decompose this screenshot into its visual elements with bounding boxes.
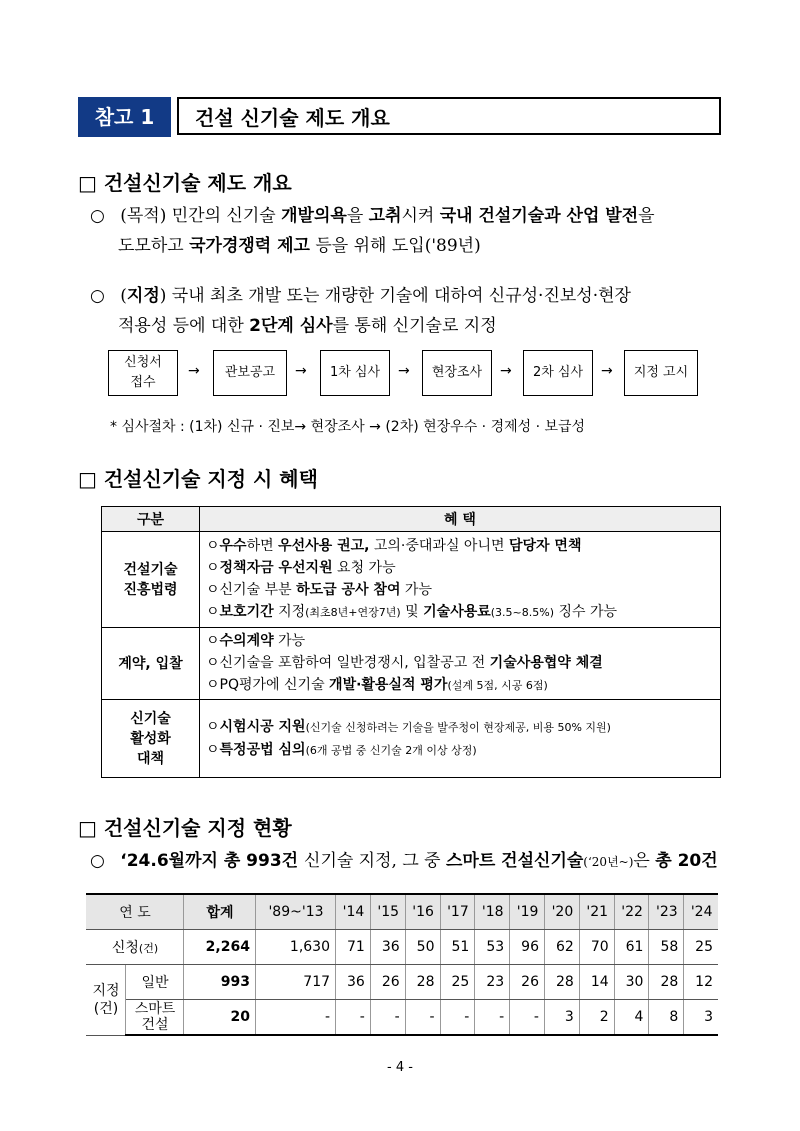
flow-step-first-review: 1차 심사 <box>320 350 390 396</box>
text: 및 <box>400 604 424 620</box>
text: 를 통해 신기술로 지정 <box>332 316 497 336</box>
cell: - <box>405 1000 440 1036</box>
cell: 25 <box>440 965 475 1000</box>
text: 지정 <box>273 604 306 620</box>
cell: 717 <box>255 965 335 1000</box>
section-status-title: □ 건설신기술 지정 현황 <box>78 816 292 840</box>
small-text: (6개 공법 중 신기술 2개 이상 상정) <box>305 743 477 757</box>
bullet: ○ <box>90 851 105 871</box>
table-row-general <box>86 965 718 1000</box>
cell: 23 <box>475 965 510 1000</box>
header-cell: '19 <box>510 894 545 930</box>
text: 요청 가능 <box>332 560 396 576</box>
text: 시켜 <box>401 206 440 226</box>
bold-text: 2단계 심사 <box>249 316 333 336</box>
cell: - <box>475 1000 510 1036</box>
header-cell: '89~'13 <box>255 894 335 930</box>
bold-text: ‘24.6월까지 총 993건 <box>120 851 305 871</box>
cell: - <box>336 1000 371 1036</box>
bold-text: 고취 <box>368 206 402 226</box>
cell: 53 <box>475 930 510 965</box>
text: 징수 가능 <box>554 604 618 620</box>
table-row-apply <box>86 930 718 965</box>
flow-step-designation-notice: 지정 고시 <box>624 350 698 396</box>
status-summary <box>90 846 750 877</box>
cell: - <box>510 1000 545 1036</box>
bullet: ㅇ <box>206 582 220 598</box>
benefit-cell <box>200 532 721 628</box>
flow-step-site-inspection: 현장조사 <box>422 350 492 396</box>
flow-step-gazette: 관보공고 <box>213 350 287 396</box>
cell: 71 <box>336 930 371 965</box>
text: ( <box>120 286 127 306</box>
header-category: 구분 <box>102 507 200 532</box>
row-label: 일반 <box>126 965 184 1000</box>
text: 을 <box>346 206 369 226</box>
unit-text: (건) <box>138 942 159 955</box>
cell: 3 <box>684 1000 718 1036</box>
page-title: 건설 신기술 제도 개요 <box>177 97 721 135</box>
cell: 51 <box>440 930 475 965</box>
text: 도모하고 <box>118 236 190 256</box>
cell: - <box>370 1000 405 1036</box>
cell: 70 <box>579 930 614 965</box>
text: 신기술 부분 <box>219 582 297 598</box>
bold-text: 개발·활용실적 평가 <box>329 677 448 693</box>
label-text: 신청 <box>111 940 139 956</box>
cell: 50 <box>405 930 440 965</box>
header-year: 연 도 <box>86 894 184 930</box>
cell: 8 <box>649 1000 684 1036</box>
category-cell: 건설기술 진흥법령 <box>102 532 200 628</box>
cell: 96 <box>510 930 545 965</box>
category-cell: 신기술 활성화 대책 <box>102 700 200 778</box>
header-cell: '21 <box>579 894 614 930</box>
flow-step-apply: 신청서 접수 <box>108 350 178 396</box>
header-total: 합계 <box>184 894 256 930</box>
flow-arrow: → <box>500 363 512 379</box>
cell: 4 <box>614 1000 649 1036</box>
small-text: (신기술 신청하려는 기술을 발주청이 현장제공, 비용 50% 지원) <box>305 720 611 734</box>
table-header-row <box>86 894 718 930</box>
cell: 28 <box>405 965 440 1000</box>
header-cell: '16 <box>405 894 440 930</box>
bold-text: 정책자금 우선지원 <box>219 560 333 576</box>
bold-text: 우선사용 권고, <box>278 538 370 554</box>
cell: 12 <box>684 965 718 1000</box>
row-label: 스마트 건설 <box>126 1000 184 1036</box>
cell: 20 <box>184 1000 256 1036</box>
bold-text: 스마트 건설신기술 <box>446 851 584 871</box>
bullet: ㅇ <box>206 655 220 671</box>
status-table <box>86 893 718 1036</box>
section-benefits-title: □ 건설신기술 지정 시 혜택 <box>78 467 318 491</box>
row-group-label: 지정(건) <box>86 965 126 1036</box>
text: 하면 <box>246 538 279 554</box>
category-cell: 계약, 입찰 <box>102 628 200 700</box>
bold-text: 국가경쟁력 제고 <box>189 236 310 256</box>
header-cell: '24 <box>684 894 718 930</box>
purpose-paragraph <box>90 201 730 261</box>
bold-text: 개발의욕 <box>281 206 347 226</box>
table-row <box>102 628 721 700</box>
bold-text: 하도급 공사 참여 <box>296 582 401 598</box>
header-benefit: 혜 택 <box>200 507 721 532</box>
cell: - <box>255 1000 335 1036</box>
flow-step-second-review: 2차 심사 <box>523 350 593 396</box>
header-cell: '14 <box>336 894 371 930</box>
text: (목적) 민간의 신기술 <box>120 206 282 226</box>
header-cell: '23 <box>649 894 684 930</box>
text: ) 국내 최초 개발 또는 개량한 기술에 대하여 신규성·진보성·현장 <box>159 286 631 306</box>
bullet: ○ <box>90 286 105 306</box>
benefit-cell <box>200 628 721 700</box>
text: 고의·중대과실 아니면 <box>369 538 509 554</box>
row-label <box>86 930 184 965</box>
benefit-cell <box>200 700 721 778</box>
cell: 28 <box>649 965 684 1000</box>
bold-text: 국내 건설기술과 산업 발전 <box>439 206 639 226</box>
text: 적용성 등에 대한 <box>118 316 250 336</box>
cell: 61 <box>614 930 649 965</box>
text: 신기술 지정, 그 중 <box>304 851 446 871</box>
bullet: ㅇ <box>206 718 220 735</box>
bold-text: 보호기간 <box>219 604 274 620</box>
cell: 14 <box>579 965 614 1000</box>
bullet: ㅇ <box>206 538 220 554</box>
bold-text: 우수 <box>219 538 247 554</box>
cell: 28 <box>544 965 579 1000</box>
text: 가능 <box>400 582 432 598</box>
cell: 26 <box>510 965 545 1000</box>
cell: 36 <box>370 930 405 965</box>
section-overview-title: □ 건설신기술 제도 개요 <box>78 171 292 195</box>
cell: - <box>440 1000 475 1036</box>
cell: 58 <box>649 930 684 965</box>
bold-text: 총 20건 <box>655 851 718 871</box>
small-text: (‘20년~) <box>583 855 634 869</box>
bold-text: 담당자 면책 <box>508 538 582 554</box>
review-procedure-note: * 심사절차 : (1차) 신규 · 진보→ 현장조사 → (2차) 현장우수 · 경제성 · 보급성 <box>110 419 586 435</box>
cell: 2,264 <box>184 930 256 965</box>
cell: 2 <box>579 1000 614 1036</box>
bold-text: 기술사용료 <box>423 604 491 620</box>
text: 신기술을 포함하여 일반경쟁시, 입찰공고 전 <box>219 655 490 671</box>
small-text: (설계 5점, 시공 6점) <box>447 679 548 692</box>
bold-text: 수의계약 <box>219 633 274 649</box>
bold-text: 지정 <box>126 286 160 306</box>
header-cell: '15 <box>370 894 405 930</box>
cell: 25 <box>684 930 718 965</box>
flow-arrow: → <box>295 363 307 379</box>
cell: 36 <box>336 965 371 1000</box>
small-text: (최초8년+연장7년) <box>305 606 401 619</box>
cell: 3 <box>544 1000 579 1036</box>
bullet: ㅇ <box>206 560 220 576</box>
flow-arrow: → <box>188 363 200 379</box>
header-cell: '17 <box>440 894 475 930</box>
bold-text: 시험시공 지원 <box>219 718 306 735</box>
flow-arrow: → <box>398 363 410 379</box>
text: PQ평가에 신기술 <box>219 677 330 693</box>
cell: 1,630 <box>255 930 335 965</box>
bold-text: 특정공법 심의 <box>219 741 306 758</box>
benefits-table <box>101 506 721 778</box>
bullet: ○ <box>90 206 105 226</box>
table-row-smart <box>86 1000 718 1036</box>
cell: 993 <box>184 965 256 1000</box>
bullet: ㅇ <box>206 604 220 620</box>
text: 을 <box>638 206 655 226</box>
bullet: ㅇ <box>206 633 220 649</box>
flow-arrow: → <box>601 363 613 379</box>
table-header-row <box>102 507 721 532</box>
table-row <box>102 532 721 628</box>
table-row <box>102 700 721 778</box>
text: 등을 위해 도입('89년) <box>309 236 481 256</box>
page-number: - 4 - <box>387 1060 413 1075</box>
cell: 62 <box>544 930 579 965</box>
text: 은 <box>633 851 656 871</box>
cell: 26 <box>370 965 405 1000</box>
cell: 30 <box>614 965 649 1000</box>
header-cell: '22 <box>614 894 649 930</box>
bold-text: 기술사용협약 체결 <box>489 655 603 671</box>
small-text: (3.5~8.5%) <box>490 606 555 619</box>
text: 가능 <box>273 633 306 649</box>
designation-paragraph <box>90 281 730 341</box>
header-cell: '20 <box>544 894 579 930</box>
bullet: ㅇ <box>206 677 220 693</box>
header-cell: '18 <box>475 894 510 930</box>
reference-badge: 참고 1 <box>78 97 171 137</box>
bullet: ㅇ <box>206 741 220 758</box>
